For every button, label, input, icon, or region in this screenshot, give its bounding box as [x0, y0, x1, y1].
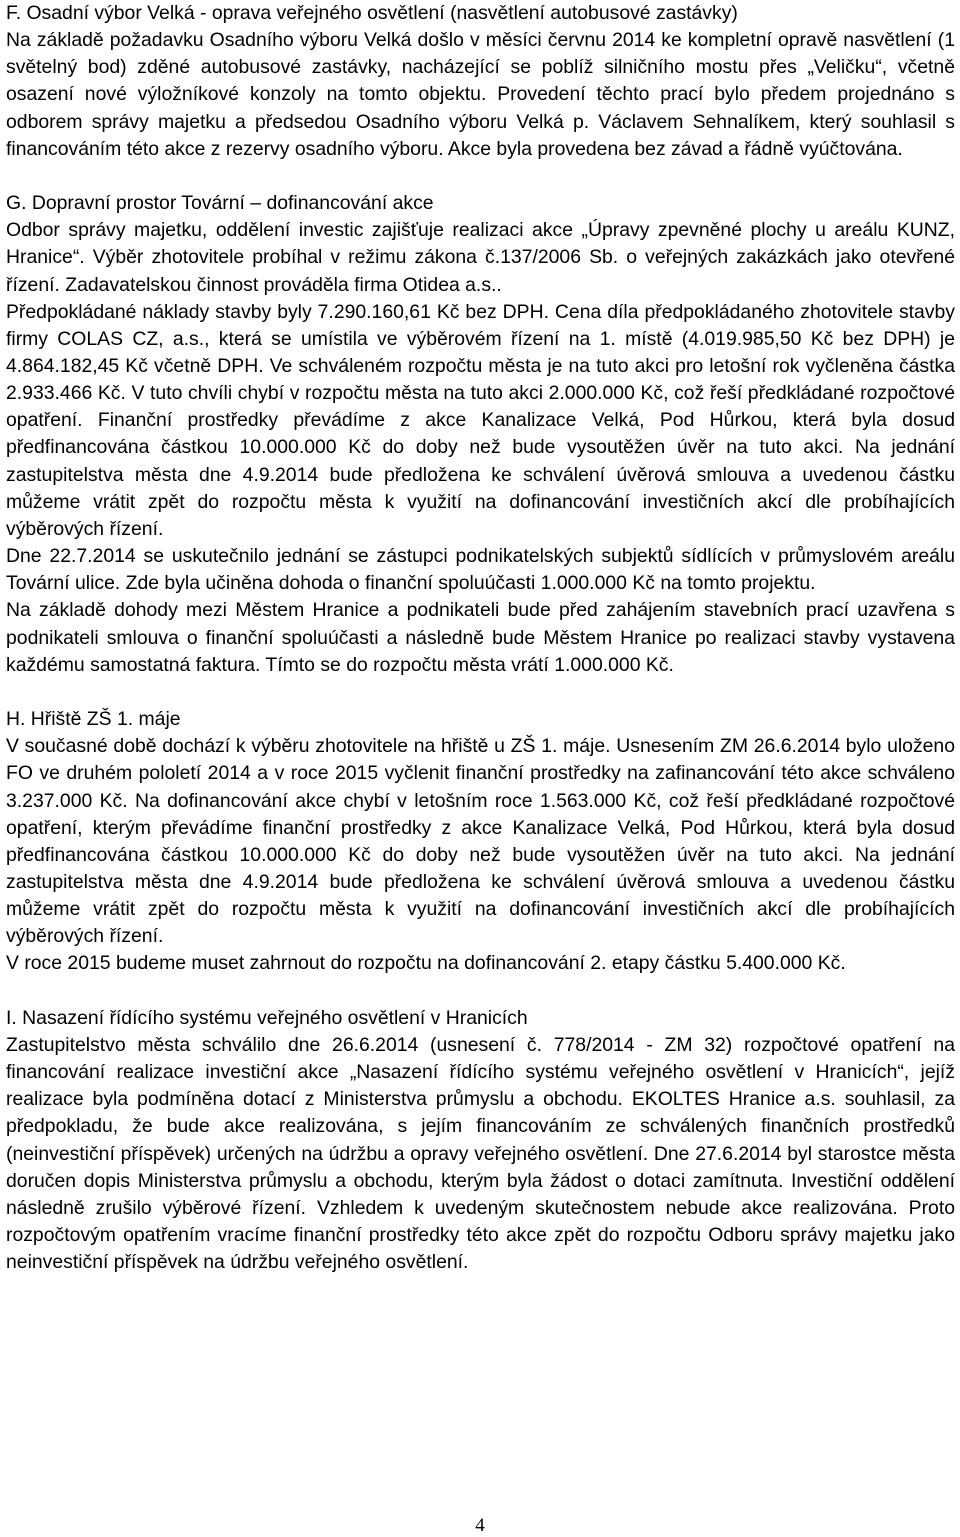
section-f-paragraph: Na základě požadavku Osadního výboru Velká došlo v měsíci červnu 2014 ke kompletní opravě nasvětlení (1 světelný bod) zděné autobusové zastávky, nacházející se poblíž silničního mostu přes „Veličku“, včetně osazení nové výložníkové konzoly na tomto objektu. Provedení těchto prací bylo předem projednáno s odborem správy majetku a předsedou Osadního výboru Velká p. Václavem Sehnalíkem, který souhlasil s financováním této akce z rezervy osadního výboru. Akce byla provedena bez závad a řádně vyúčtována. — [6, 29, 955, 160]
document-page — [6, 0, 955, 1276]
section-g-paragraph-2: Předpokládané náklady stavby byly 7.290.160,61 Kč bez DPH. Cena díla předpokládaného zhotovitele stavby firmy COLAS CZ, a.s., která se umístila ve výběrovém řízení na 1. místě (4.019.985,50 Kč bez DPH) je 4.864.182,45 Kč včetně DPH. Ve schváleném rozpočtu města je na tuto akci pro letošní rok vyčleněna částka 2.933.466 Kč. V tuto chvíli chybí v rozpočtu města na tuto akci 2.000.000 Kč, což řeší předkládané rozpočtové opatření. Finanční prostředky převádíme z akce Kanalizace Velká, Pod Hůrkou, která byla dosud předfinancována částkou 10.000.000 Kč do doby než bude vysoutěžen úvěr na tuto akci. Na jednání zastupitelstva města dne 4.9.2014 bude předložena ke schválení úvěrová smlouva a uvedenou částku můžeme vrátit zpět do rozpočtu města k využití na dofinancování investičních akcí dle probíhajících výběrových řízení. — [6, 300, 955, 540]
page-number: 4 — [475, 1515, 485, 1536]
section-gap — [6, 978, 955, 1005]
section-f-heading: F. Osadní výbor Velká - oprava veřejného osvětlení (nasvětlení autobusové zastávky) — [6, 2, 738, 24]
section-i-heading: I. Nasazení řídícího systému veřejného osvětlení v Hranicích — [6, 1006, 528, 1029]
section-i — [6, 1005, 955, 1277]
section-g-paragraph-3: Dne 22.7.2014 se uskutečnilo jednání se zástupci podnikatelských subjektů sídlících v průmyslovém areálu Tovární ulice. Zde byla učiněna dohoda o finanční spoluúčasti 1.000.000 Kč na tomto projektu. — [6, 545, 955, 595]
section-f — [6, 0, 955, 163]
section-h-paragraph-1: V současné době dochází k výběru zhotovitele na hřiště u ZŠ 1. máje. Usnesením ZM 26.6.2014 bylo uloženo FO ve druhém pololetí 2014 a v roce 2015 vyčlenit finanční prostředky na zafinancování této akce schváleno 3.237.000 Kč. Na dofinancování akce chybí v letošním roce 1.563.000 Kč, což řeší předkládané rozpočtové opatření, kterým převádíme finanční prostředky z akce Kanalizace Velká, Pod Hůrkou, která byla dosud předfinancována částkou 10.000.000 Kč do doby než bude vysoutěžen úvěr na tuto akci. Na jednání zastupitelstva města dne 4.9.2014 bude předložena ke schválení úvěrová smlouva a uvedenou částku můžeme vrátit zpět do rozpočtu města k využití na dofinancování investičních akcí dle probíhajících výběrových řízení. — [6, 735, 955, 948]
section-gap — [6, 679, 955, 706]
section-g-paragraph-1: Odbor správy majetku, oddělení investic zajišťuje realizaci akce „Úpravy zpevněné plochy u areálu KUNZ, Hranice“. Výběr zhotovitele probíhal v režimu zákona č.137/2006 Sb. o veřejných zakázkách jako otevřené řízení. Zadavatelskou činnost prováděla firma Otidea a.s.. — [6, 219, 955, 296]
section-g-paragraph-4: Na základě dohody mezi Městem Hranice a podnikateli bude před zahájením stavebních prací uzavřena s podnikateli smlouva o finanční spoluúčasti a následně bude Městem Hranice po realizaci stavby vystavena každému samostatná faktura. Tímto se do rozpočtu města vrátí 1.000.000 Kč. — [6, 599, 955, 676]
section-gap — [6, 163, 955, 190]
section-i-paragraph: Zastupitelstvo města schválilo dne 26.6.2014 (usnesení č. 778/2014 - ZM 32) rozpočtové opatření na financování realizace investiční akce „Nasazení řídícího systému veřejného osvětlení v Hranicích“, jejíž realizace byla podmíněna dotací z Ministerstva průmyslu a obchodu. EKOLTES Hranice a.s. souhlasil, za předpokladu, že bude akce realizována, s jejím financováním ze schválených finančních prostředků (neinvestiční příspěvek) určených na údržbu a opravy veřejného osvětlení. Dne 27.6.2014 byl starostce města doručen dopis Ministerstva průmyslu a obchodu, kterým byla žádost o dotaci zamítnuta. Investiční oddělení následně zrušilo výběrové řízení. Vzhledem k uvedeným skutečnostem nebude akce realizována. Proto rozpočtovým opatřením vracíme finanční prostředky této akce zpět do rozpočtu Odboru správy majetku jako neinvestiční příspěvek na údržbu veřejného osvětlení. — [6, 1033, 955, 1274]
section-h — [6, 706, 955, 978]
section-g — [6, 190, 955, 679]
section-h-heading: H. Hřiště ZŠ 1. máje — [6, 708, 181, 731]
section-h-paragraph-2: V roce 2015 budeme muset zahrnout do rozpočtu na dofinancování 2. etapy částku 5.400.000 Kč. — [6, 952, 846, 975]
section-g-heading: G. Dopravní prostor Tovární – dofinancování akce — [6, 192, 434, 215]
